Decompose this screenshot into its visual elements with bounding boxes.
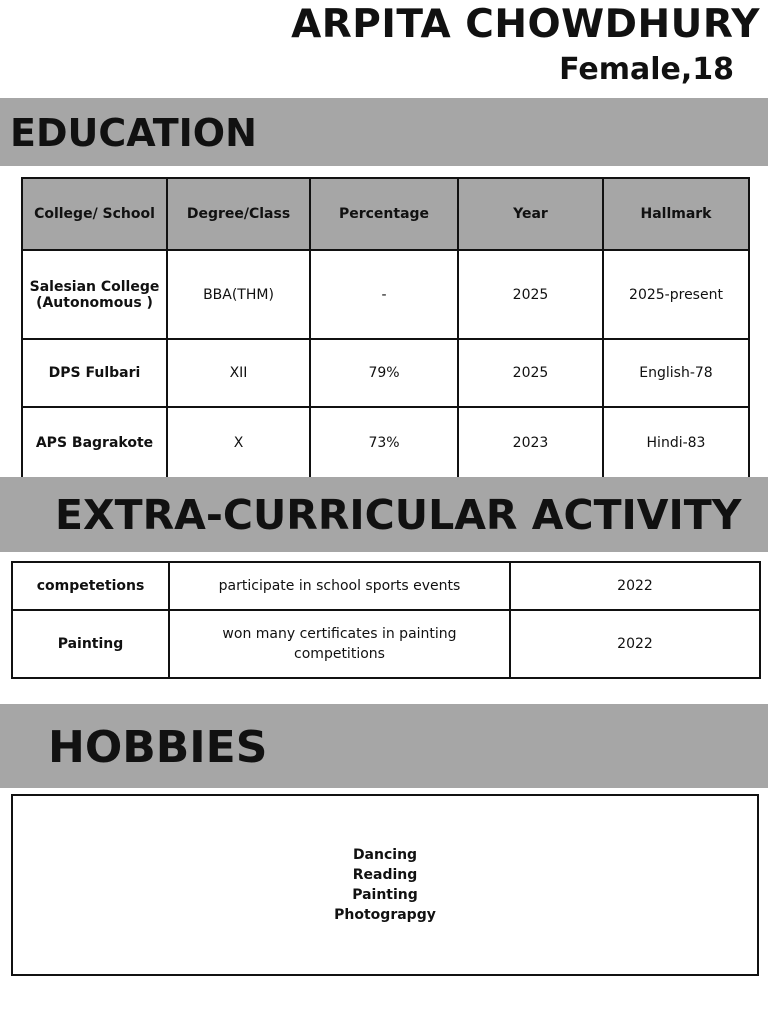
cell-degree: BBA(THM)	[167, 250, 310, 339]
cell-percentage: 79%	[310, 339, 458, 407]
list-item: Reading	[352, 867, 418, 883]
column-header-year: Year	[458, 178, 603, 250]
cell-hallmark: 2025-present	[603, 250, 749, 339]
cell-year: 2022	[510, 610, 760, 678]
candidate-gender-age: Female,18	[559, 52, 734, 87]
table-row	[12, 562, 760, 610]
extra-curricular-heading: EXTRA-CURRICULAR ACTIVITY	[0, 477, 768, 552]
hobbies-box	[11, 794, 759, 976]
cell-degree: XII	[167, 339, 310, 407]
list-item: Dancing	[352, 847, 418, 863]
cell-percentage: -	[310, 250, 458, 339]
cell-percentage: 73%	[310, 407, 458, 478]
cell-description: participate in school sports events	[169, 562, 510, 610]
table-row	[12, 610, 760, 678]
cell-description: won many certificates in painting competitions	[169, 610, 510, 678]
candidate-name: ARPITA CHOWDHURY	[291, 2, 760, 47]
list-item: Photograpgy	[334, 907, 436, 923]
column-header-hallmark: Hallmark	[603, 178, 749, 250]
cell-year: 2025	[458, 339, 603, 407]
cell-activity: competetions	[12, 562, 169, 610]
cell-college: DPS Fulbari	[22, 339, 167, 407]
cell-year: 2023	[458, 407, 603, 478]
list-item: Painting	[352, 887, 418, 903]
cell-hallmark: Hindi-83	[603, 407, 749, 478]
cell-year: 2022	[510, 562, 760, 610]
table-row	[22, 250, 749, 339]
cell-hallmark: English-78	[603, 339, 749, 407]
cell-year: 2025	[458, 250, 603, 339]
column-header-college: College/ School	[22, 178, 167, 250]
column-header-percentage: Percentage	[310, 178, 458, 250]
column-header-degree: Degree/Class	[167, 178, 310, 250]
extra-curricular-table	[11, 561, 761, 679]
cell-degree: X	[167, 407, 310, 478]
education-heading: EDUCATION	[0, 98, 768, 166]
cell-activity: Painting	[12, 610, 169, 678]
cell-college: Salesian College (Autonomous )	[22, 250, 167, 339]
education-table	[21, 177, 750, 479]
cell-college: APS Bagrakote	[22, 407, 167, 478]
education-header-row	[22, 178, 749, 250]
hobbies-heading: HOBBIES	[0, 704, 768, 788]
table-row	[22, 339, 749, 407]
table-row	[22, 407, 749, 478]
